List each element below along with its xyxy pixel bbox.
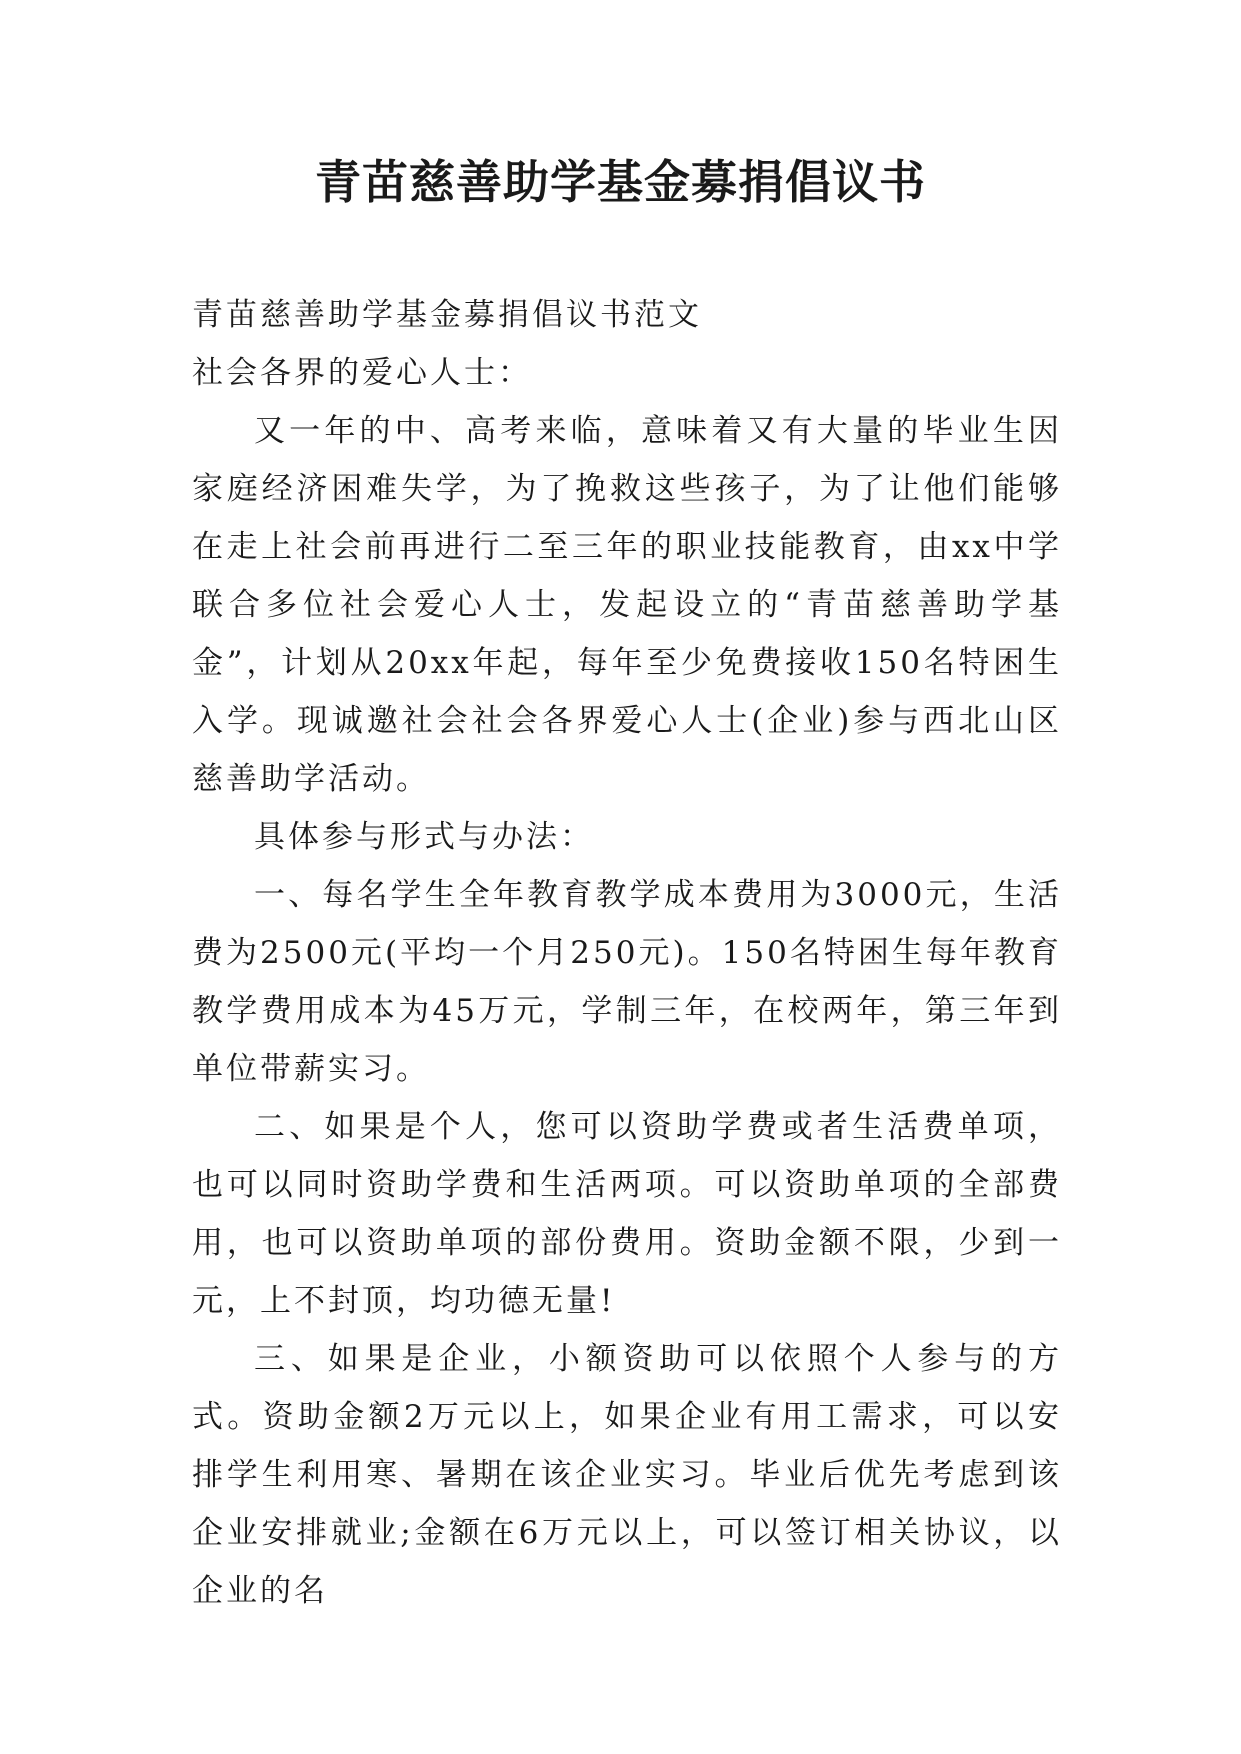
paragraph-item-2: 二、如果是个人，您可以资助学费或者生活费单项，也可以同时资助学费和生活两项。可以资助单项的全部费用，也可以资助单项的部份费用。资助金额不限，少到一元，上不封顶，均功德无量! — [192, 1109, 1062, 1319]
paragraph-item-1: 一、每名学生全年教育教学成本费用为3000元，生活费为2500元(平均一个月250元)。150名特困生每年教育教学费用成本为45万元，学制三年，在校两年，第三年到单位带薪实习。 — [192, 877, 1062, 1087]
document-subtitle: 青苗慈善助学基金募捐倡议书范文 — [192, 297, 702, 333]
document-title: 青苗慈善助学基金募捐倡议书 — [315, 155, 926, 209]
paragraph-intro: 又一年的中、高考来临，意味着又有大量的毕业生因家庭经济困难失学，为了挽救这些孩子，为了让他们能够在走上社会前再进行二至三年的职业技能教育，由xx中学联合多位社会爱心人士，发起设立的“青苗慈善助学基金”，计划从20xx年起，每年至少免费接收150名特困生入学。现诚邀社会社会各界爱心人士(企业)参与西北山区慈善助学活动。 — [192, 413, 1062, 797]
document-body — [192, 286, 1062, 1620]
salutation: 社会各界的爱心人士： — [192, 355, 532, 391]
paragraph-item-3: 三、如果是企业，小额资助可以依照个人参与的方式。资助金额2万元以上，如果企业有用工需求，可以安排学生利用寒、暑期在该企业实习。毕业后优先考虑到该企业安排就业;金额在6万元以上，可以签订相关协议，以企业的名 — [192, 1341, 1062, 1609]
paragraph-methods-heading: 具体参与形式与办法： — [254, 819, 594, 855]
